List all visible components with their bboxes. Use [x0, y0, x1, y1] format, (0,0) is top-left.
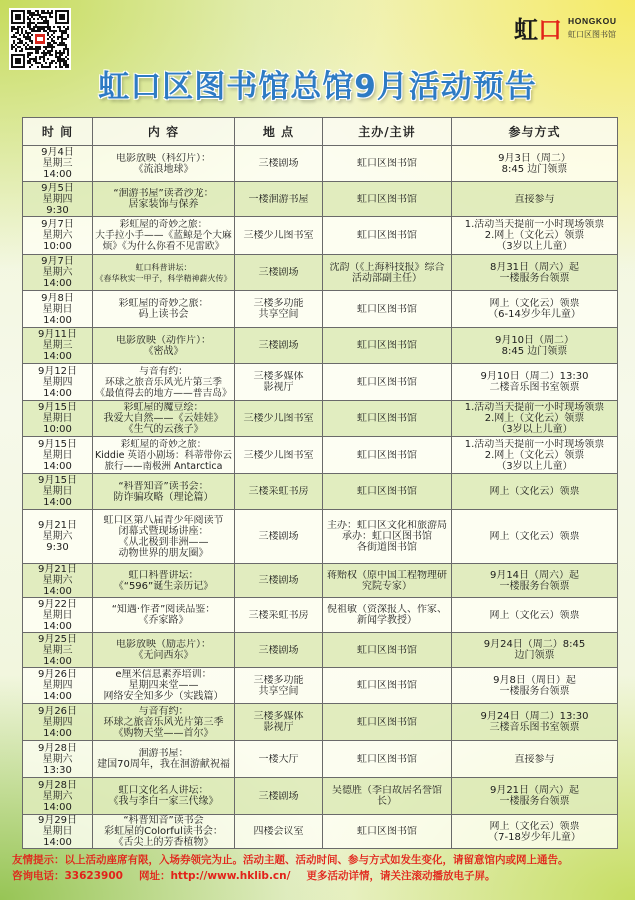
event-content-cell — [93, 328, 235, 364]
event-place-cell — [235, 741, 323, 778]
event-content-cell — [93, 146, 235, 182]
event-host: 虹口区图书馆 — [357, 193, 417, 205]
event-participation: 9月24日（周二）13:30 三楼音乐图书室领票 — [480, 711, 589, 733]
event-participation: 1.活动当天提前一小时现场领票 2.网上（文化云）领票 （3岁以上儿童） — [464, 402, 605, 435]
event-content: 洄游书屋： 建国70周年，我在洄游献祝福 — [97, 748, 230, 770]
event-content-cell — [93, 510, 235, 564]
event-content-cell — [93, 437, 235, 474]
event-place: 三楼剧场 — [258, 575, 299, 586]
event-host-cell — [323, 741, 452, 778]
event-participation: 1.活动当天提前一小时现场领票 2.网上（文化云）领票 （3岁以上儿童） — [464, 438, 605, 472]
event-participation-cell — [452, 146, 618, 182]
event-participation-cell — [452, 815, 618, 849]
event-participation: 1.活动当天提前一小时现场领票 2.网上（文化云）领票 （3岁以上儿童） — [464, 219, 605, 252]
event-content-cell — [93, 401, 235, 437]
event-time-cell — [23, 778, 93, 815]
logo-mark-kou: 口 — [538, 16, 562, 44]
table-row — [23, 778, 618, 815]
event-place-cell — [235, 474, 323, 510]
event-time: 9月29日 星期日 14:00 — [37, 815, 78, 848]
event-host: 虹口区图书馆 — [357, 486, 417, 497]
table-row — [23, 437, 618, 474]
event-participation: 9月21日（周六）起 一楼服务台领票 — [489, 785, 580, 807]
event-content-cell — [93, 364, 235, 401]
event-time: 9月21日 星期六 14:00 — [37, 564, 78, 597]
header-host: 主办/主讲 — [323, 118, 452, 146]
event-time: 9月5日 星期四 9:30 — [41, 182, 74, 216]
event-time: 9月11日 星期三 14:00 — [37, 329, 78, 362]
event-participation-cell — [452, 364, 618, 401]
event-participation: 9月14日（周六）起 一楼服务台领票 — [489, 569, 580, 592]
event-time-cell — [23, 741, 93, 778]
event-time-cell — [23, 668, 93, 704]
event-place: 三楼剧场 — [258, 531, 299, 542]
event-host: 虹口区图书馆 — [357, 303, 417, 315]
library-logo — [514, 14, 630, 48]
event-content: “洄游书屋”读者沙龙： 居家装饰与保养 — [113, 188, 214, 210]
event-participation: 网上（文化云）领票 — [489, 531, 580, 542]
event-place-cell — [235, 291, 323, 328]
table-row — [23, 328, 618, 364]
event-host-cell — [323, 704, 452, 741]
table-row — [23, 474, 618, 510]
event-participation-cell — [452, 510, 618, 564]
event-participation-cell — [452, 564, 618, 598]
event-content-cell — [93, 778, 235, 815]
header-place: 地 点 — [235, 118, 323, 146]
schedule-rows — [23, 146, 618, 849]
event-participation: 直接参与 — [514, 753, 555, 765]
header-content: 内 容 — [93, 118, 235, 146]
table-row — [23, 704, 618, 741]
event-content-cell — [93, 704, 235, 741]
event-time: 9月26日 星期四 14:00 — [37, 705, 78, 739]
event-content: 彩虹屋的奇妙之旅： Kiddie 英语小剧场：科蒂带你云 旅行——南极洲 Antarctica — [95, 438, 232, 472]
event-place: 三楼采虹书房 — [248, 609, 309, 621]
event-content: 虹口文化名人讲坛： 《我与李白一家三代缘》 — [108, 785, 219, 807]
event-participation: 8月31日（周六）起 一楼服务台领票 — [489, 261, 580, 284]
table-header-row — [23, 118, 618, 146]
footer-website: 网址：http://www.hklib.cn/ — [138, 870, 291, 882]
event-host-cell — [323, 778, 452, 815]
event-time-cell — [23, 704, 93, 741]
event-participation: 网上（文化云）领票 — [489, 486, 580, 497]
event-host-cell — [323, 668, 452, 704]
event-host: 虹口区图书馆 — [357, 230, 417, 241]
event-host: 虹口区图书馆 — [357, 753, 417, 765]
event-host-cell — [323, 474, 452, 510]
event-host-cell — [323, 510, 452, 564]
event-participation: 直接参与 — [514, 193, 555, 205]
event-content-cell — [93, 668, 235, 704]
event-content: 电影放映（科幻片）： 《流浪地球》 — [116, 152, 211, 175]
event-content-cell — [93, 182, 235, 217]
event-host: 蒋贻权（原中国工程物理研 究院专家） — [327, 569, 447, 592]
event-host-cell — [323, 182, 452, 217]
table-row — [23, 255, 618, 291]
event-place: 一楼大厅 — [258, 753, 299, 765]
event-host-cell — [323, 291, 452, 328]
table-row — [23, 598, 618, 633]
event-place-cell — [235, 598, 323, 633]
event-place: 三楼多功能 共享空间 — [253, 298, 304, 320]
event-host-cell — [323, 564, 452, 598]
event-host: 虹口区图书馆 — [357, 340, 417, 351]
event-time-cell — [23, 633, 93, 668]
event-time-cell — [23, 217, 93, 255]
event-time: 9月7日 星期六 10:00 — [41, 219, 74, 252]
event-content: 彩虹屋的奇妙之旅： 码上读书会 — [118, 298, 209, 320]
table-row — [23, 741, 618, 778]
qr-code-image — [11, 10, 69, 68]
event-place: 三楼少儿图书室 — [243, 449, 314, 461]
event-host: 主办：虹口区文化和旅游局 承办：虹口区图书馆 各街道图书馆 — [327, 520, 447, 553]
event-place: 三楼剧场 — [258, 340, 299, 351]
qr-code — [9, 8, 71, 70]
event-content-cell — [93, 598, 235, 633]
event-time: 9月21日 星期六 9:30 — [37, 520, 78, 553]
event-place: 三楼采虹书房 — [248, 486, 309, 497]
table-row — [23, 364, 618, 401]
event-host-cell — [323, 437, 452, 474]
event-time: 9月12日 星期四 14:00 — [37, 365, 78, 399]
event-participation-cell — [452, 633, 618, 668]
event-host: 虹口区图书馆 — [357, 826, 417, 837]
event-participation: 9月24日（周二）8:45 边门领票 — [483, 639, 586, 661]
event-place-cell — [235, 815, 323, 849]
event-content-cell — [93, 255, 235, 291]
event-time-cell — [23, 255, 93, 291]
event-place-cell — [235, 564, 323, 598]
event-time-cell — [23, 437, 93, 474]
table-row — [23, 217, 618, 255]
logo-mark-hong: 虹 — [514, 16, 538, 44]
event-host-cell — [323, 598, 452, 633]
event-participation-cell — [452, 401, 618, 437]
logo-mark — [514, 16, 562, 44]
event-place: 三楼多媒体 影视厅 — [253, 371, 304, 393]
event-host-cell — [323, 815, 452, 849]
event-place: 三楼剧场 — [258, 158, 299, 169]
event-participation-cell — [452, 328, 618, 364]
table-row — [23, 146, 618, 182]
event-place-cell — [235, 668, 323, 704]
table-row — [23, 182, 618, 217]
event-participation: 网上（文化云）领票 — [489, 609, 580, 621]
event-place-cell — [235, 328, 323, 364]
footer-notice: 友情提示：以上活动座席有限，入场券领完为止。活动主题、活动时间、参与方式如发生变化，请留意馆内或网上通告。 — [12, 854, 569, 866]
footer-more-info: 更多活动详情，请关注滚动播放电子屏。 — [306, 870, 496, 882]
event-time: 9月8日 星期日 14:00 — [41, 292, 74, 326]
event-place-cell — [235, 182, 323, 217]
event-time-cell — [23, 474, 93, 510]
table-row — [23, 815, 618, 849]
event-place-cell — [235, 510, 323, 564]
event-participation-cell — [452, 668, 618, 704]
event-host: 虹口区图书馆 — [357, 413, 417, 424]
event-host: 吴德胜（李白故居名誉馆 长） — [332, 785, 442, 807]
event-content: 虹口区第八届青少年阅读节 闭幕式暨现场讲座： 《从北极到非洲—— 动物世界的朋友圈》 — [103, 514, 224, 559]
event-content: 虹口科普讲坛： 《“596”诞生亲历记》 — [113, 569, 214, 592]
event-time: 9月15日 星期日 14:00 — [37, 475, 78, 508]
event-place: 三楼多功能 共享空间 — [253, 674, 304, 697]
event-participation: 9月10日（周二）13:30 二楼音乐图书室领票 — [480, 371, 589, 393]
event-time-cell — [23, 328, 93, 364]
event-participation-cell — [452, 182, 618, 217]
event-time: 9月15日 星期日 14:00 — [37, 438, 78, 472]
event-time: 9月22日 星期日 14:00 — [37, 598, 78, 632]
event-time-cell — [23, 364, 93, 401]
event-host-cell — [323, 146, 452, 182]
event-host-cell — [323, 364, 452, 401]
event-host: 虹口区图书馆 — [357, 158, 417, 169]
table-row — [23, 510, 618, 564]
event-time: 9月28日 星期六 14:00 — [37, 779, 78, 813]
footer-phone: 咨询电话：33623900 — [12, 870, 123, 882]
event-place: 三楼少儿图书室 — [243, 413, 314, 424]
event-time-cell — [23, 564, 93, 598]
event-participation: 网上（文化云）领票 （7-18岁少年儿童） — [488, 820, 581, 843]
event-time-cell — [23, 401, 93, 437]
event-participation-cell — [452, 778, 618, 815]
event-host-cell — [323, 255, 452, 291]
event-place-cell — [235, 364, 323, 401]
event-time-cell — [23, 146, 93, 182]
table-row — [23, 401, 618, 437]
event-host-cell — [323, 401, 452, 437]
event-participation-cell — [452, 217, 618, 255]
event-place-cell — [235, 437, 323, 474]
event-participation: 9月10日（周二） 8:45 边门领票 — [494, 334, 575, 357]
event-place-cell — [235, 704, 323, 741]
event-content: “科普知音”读书会 彩虹屋的Colorful读书会： 《舌尖上的芳香植物》 — [104, 815, 223, 848]
event-time: 9月7日 星期六 14:00 — [41, 256, 74, 289]
event-place-cell — [235, 255, 323, 291]
event-place: 三楼剧场 — [258, 644, 299, 656]
event-place-cell — [235, 633, 323, 668]
event-place-cell — [235, 778, 323, 815]
event-time: 9月26日 星期四 14:00 — [37, 669, 78, 702]
event-participation: 9月3日（周二） 8:45 边门领票 — [498, 152, 571, 175]
schedule-table — [22, 117, 618, 849]
event-content-cell — [93, 474, 235, 510]
event-time-cell — [23, 291, 93, 328]
event-host: 虹口区图书馆 — [357, 716, 417, 728]
logo-chinese: 虹口区图书馆 — [568, 30, 616, 39]
event-host: 虹口区图书馆 — [357, 376, 417, 388]
table-row — [23, 633, 618, 668]
event-participation-cell — [452, 598, 618, 633]
table-row — [23, 668, 618, 704]
event-content: 彩虹屋的奇妙之旅： 大手拉小手——《蓝鲸是个大麻 烦》《为什么你看不见雷欧》 — [95, 219, 232, 252]
event-participation: 9月8日（周日）起 一楼服务台领票 — [493, 674, 576, 697]
event-content: “科普知音”读书会： 防诈骗攻略（理论篇） — [113, 480, 214, 503]
footer — [12, 852, 628, 884]
event-place-cell — [235, 217, 323, 255]
event-participation: 网上（文化云）领票 （6-14岁少年儿童） — [488, 298, 581, 320]
event-content: 电影放映（动作片）： 《密战》 — [116, 334, 211, 357]
event-content: 彩虹屋的魔豆绘： 我爱大自然——《云娃娃》 《生气的云孩子》 — [103, 402, 224, 435]
event-host-cell — [323, 328, 452, 364]
event-place: 三楼多媒体 影视厅 — [253, 711, 304, 733]
header-participation: 参与方式 — [452, 118, 618, 146]
event-time: 9月15日 星期日 10:00 — [37, 402, 78, 435]
event-time: 9月4日 星期三 14:00 — [41, 147, 74, 180]
event-participation-cell — [452, 741, 618, 778]
footer-contact — [12, 868, 628, 884]
event-participation-cell — [452, 704, 618, 741]
event-host: 虹口区图书馆 — [357, 644, 417, 656]
event-participation-cell — [452, 255, 618, 291]
event-content-cell — [93, 291, 235, 328]
event-time-cell — [23, 182, 93, 217]
event-content-cell — [93, 564, 235, 598]
event-content: “知遇·作者”阅读品鉴： 《乔家路》 — [111, 604, 216, 626]
event-host-cell — [323, 217, 452, 255]
event-host: 沈韵（《上海科技报》综合 活动部副主任） — [329, 261, 445, 284]
event-time: 9月25日 星期三 14:00 — [37, 633, 78, 667]
logo-english: HONGKOU — [568, 16, 617, 26]
table-row — [23, 291, 618, 328]
event-participation-cell — [452, 291, 618, 328]
event-content: e厘米信息素养培训： 星期四来堂—— 网络安全知多少（实践篇） — [103, 669, 224, 702]
event-time-cell — [23, 598, 93, 633]
event-host: 倪祖敏（资深报人、作家、 新闻学教授） — [327, 604, 447, 626]
event-place: 三楼剧场 — [258, 267, 299, 278]
event-content: 与音有约： 环球之旅音乐风光片第三季 《最值得去的地方——普吉岛》 — [95, 365, 232, 399]
event-time-cell — [23, 510, 93, 564]
event-content: 与音有约： 环球之旅音乐风光片第三季 《购物天堂——首尔》 — [103, 705, 224, 739]
event-participation-cell — [452, 437, 618, 474]
event-place: 四楼会议室 — [253, 826, 304, 837]
event-place: 一楼洄游书屋 — [248, 193, 309, 205]
event-time-cell — [23, 815, 93, 849]
event-host: 虹口区图书馆 — [357, 680, 417, 691]
event-content: 电影放映（励志片）： 《无问西东》 — [116, 639, 211, 661]
event-content: 虹口科普讲坛： 《春华秋实一甲子，科学精神薪火传》 — [95, 262, 232, 283]
table-row — [23, 564, 618, 598]
event-content-cell — [93, 633, 235, 668]
event-content-cell — [93, 217, 235, 255]
event-content-cell — [93, 741, 235, 778]
event-place-cell — [235, 146, 323, 182]
event-time: 9月28日 星期六 13:30 — [37, 742, 78, 776]
event-participation-cell — [452, 474, 618, 510]
event-place: 三楼剧场 — [258, 790, 299, 802]
event-place-cell — [235, 401, 323, 437]
event-place: 三楼少儿图书室 — [243, 230, 314, 241]
event-host: 虹口区图书馆 — [357, 449, 417, 461]
page-title: 虹口区图书馆总馆9月活动预告 — [98, 69, 537, 105]
event-host-cell — [323, 633, 452, 668]
event-content-cell — [93, 815, 235, 849]
header-time: 时 间 — [23, 118, 93, 146]
